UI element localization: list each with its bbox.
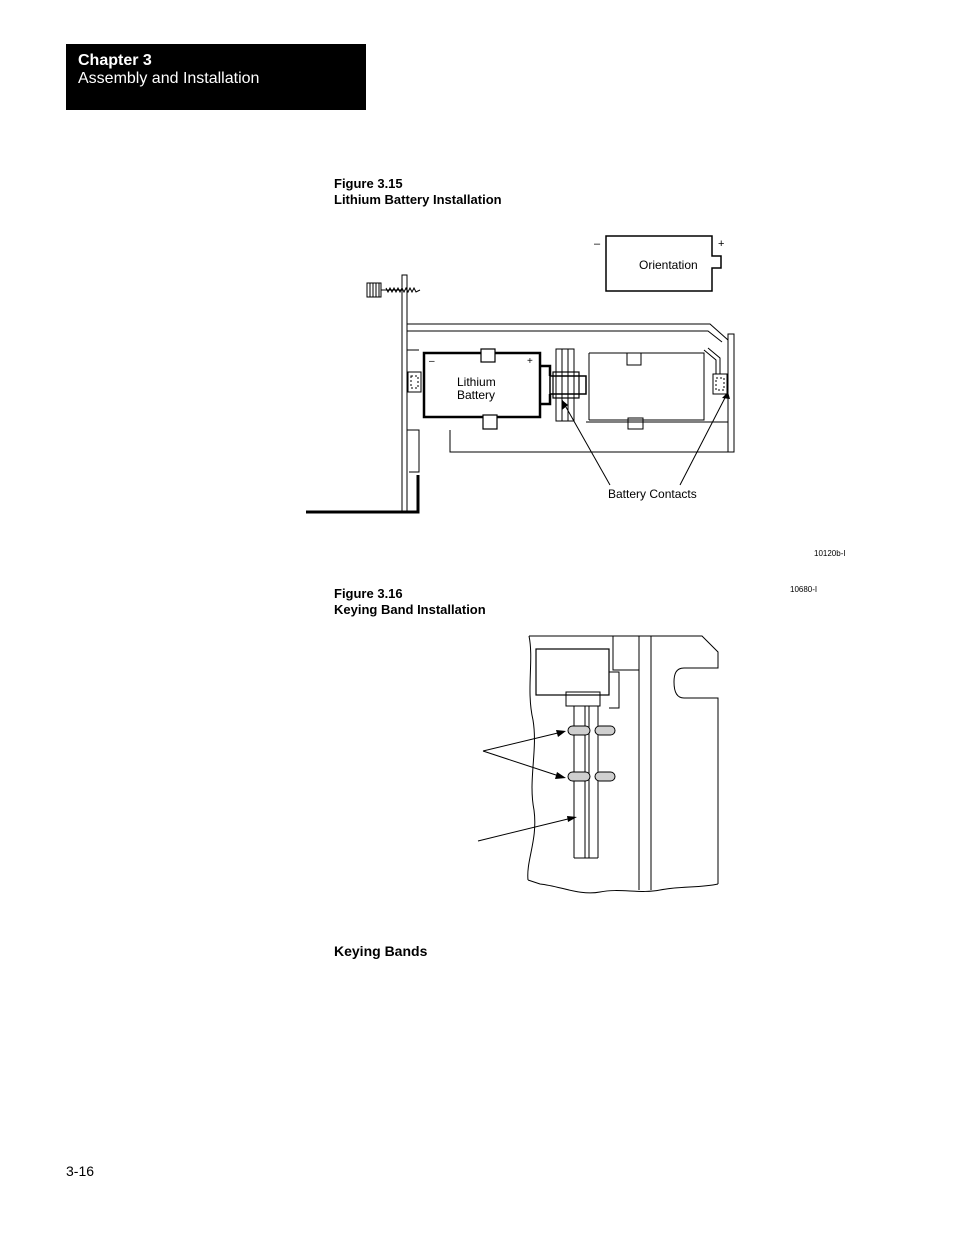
page-number: 3-16 — [66, 1163, 95, 1179]
figure-15-title: Lithium Battery Installation — [334, 192, 502, 207]
figure-15-id: 10120b-I — [814, 549, 846, 558]
figure-15-number: Figure 3.15 — [334, 176, 403, 191]
battery-minus-label: – — [429, 356, 435, 367]
battery-plus-label: + — [527, 356, 533, 367]
orientation-minus-label: – — [594, 238, 601, 250]
battery-contacts-label: Battery Contacts — [608, 487, 697, 501]
figure-16-number: Figure 3.16 — [334, 586, 403, 601]
section-heading: Keying Bands — [334, 943, 428, 959]
orientation-label: Orientation — [639, 258, 698, 272]
figure-16-id: 10680-I — [790, 585, 818, 594]
chapter-title: Assembly and Installation — [78, 70, 260, 87]
figure-16-title: Keying Band Installation — [334, 602, 486, 617]
battery-label-line2: Battery — [457, 388, 496, 402]
orientation-plus-label: + — [718, 238, 725, 250]
chapter-number: Chapter 3 — [78, 52, 152, 69]
battery-label-line1: Lithium — [457, 375, 496, 389]
